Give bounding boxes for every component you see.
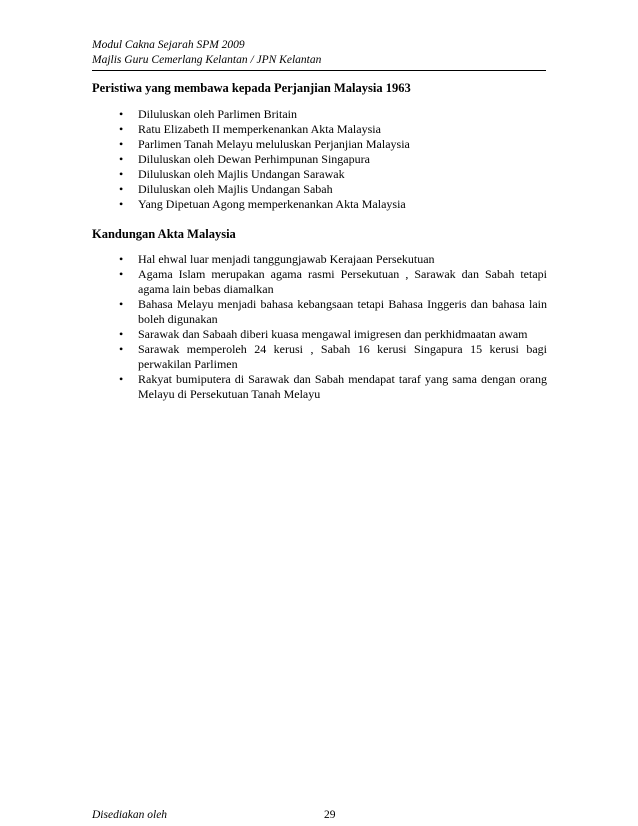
list-item-text: Diluluskan oleh Parlimen Britain (138, 107, 297, 121)
list-item-text: Diluluskan oleh Dewan Perhimpunan Singapura (138, 152, 370, 166)
bullet-icon: • (119, 167, 124, 181)
list-item (92, 197, 547, 212)
list-item-text: Hal ehwal luar menjadi tanggungjawab Kerajaan Persekutuan (138, 252, 435, 266)
header-publisher: Majlis Guru Cemerlang Kelantan / JPN Kelantan (92, 53, 322, 66)
header-divider (92, 70, 546, 71)
bullet-icon: • (119, 372, 124, 386)
list-item (92, 167, 547, 182)
list-item (92, 372, 547, 402)
list-item-text: Agama Islam merupakan agama rasmi Persekutuan , Sarawak dan Sabah tetapi agama lain bebas diamalkan (138, 267, 547, 296)
bullet-icon: • (119, 152, 124, 166)
list-item (92, 182, 547, 197)
list-item-text: Diluluskan oleh Majlis Undangan Sabah (138, 182, 333, 196)
section-title-kandungan: Kandungan Akta Malaysia (92, 227, 236, 241)
bullet-icon: • (119, 122, 124, 136)
bullet-icon: • (119, 107, 124, 121)
list-item (92, 342, 547, 372)
bullet-icon: • (119, 267, 124, 281)
list-item-text: Rakyat bumiputera di Sarawak dan Sabah mendapat taraf yang sama dengan orang Melayu di Persekutuan Tanah Melayu (138, 372, 547, 401)
list-item-text: Bahasa Melayu menjadi bahasa kebangsaan tetapi Bahasa Inggeris dan bahasa lain boleh digunakan (138, 297, 547, 326)
section-list-kandungan (92, 252, 547, 402)
list-item (92, 107, 547, 122)
list-item (92, 152, 547, 167)
bullet-icon: • (119, 182, 124, 196)
footer-prepared-by: Disediakan oleh (92, 809, 168, 821)
page-number: 29 (324, 809, 336, 821)
bullet-icon: • (119, 197, 124, 211)
list-item (92, 267, 547, 297)
list-item-text: Yang Dipetuan Agong memperkenankan Akta Malaysia (138, 197, 406, 211)
page-content (92, 80, 547, 402)
list-item-text: Sarawak memperoleh 24 kerusi , Sabah 16 kerusi Singapura 15 kerusi bagi perwakilan Parlimen (138, 342, 547, 371)
list-item (92, 327, 547, 342)
list-item (92, 252, 547, 267)
list-item (92, 297, 547, 327)
list-item (92, 137, 547, 152)
list-item-text: Diluluskan oleh Majlis Undangan Sarawak (138, 167, 345, 181)
header-module-title: Modul Cakna Sejarah SPM 2009 (92, 39, 245, 51)
bullet-icon: • (119, 137, 124, 151)
bullet-icon: • (119, 252, 124, 266)
list-item (92, 122, 547, 137)
bullet-icon: • (119, 327, 124, 341)
section-list-peristiwa (92, 107, 547, 212)
bullet-icon: • (119, 297, 124, 311)
page-header (92, 38, 552, 67)
list-item-text: Ratu Elizabeth II memperkenankan Akta Malaysia (138, 122, 381, 136)
section-title-peristiwa: Peristiwa yang membawa kepada Perjanjian Malaysia 1963 (92, 81, 411, 95)
list-item-text: Sarawak dan Sabaah diberi kuasa mengawal imigresen dan perkhidmaatan awam (138, 327, 528, 341)
list-item-text: Parlimen Tanah Melayu meluluskan Perjanjian Malaysia (138, 137, 410, 151)
bullet-icon: • (119, 342, 124, 356)
